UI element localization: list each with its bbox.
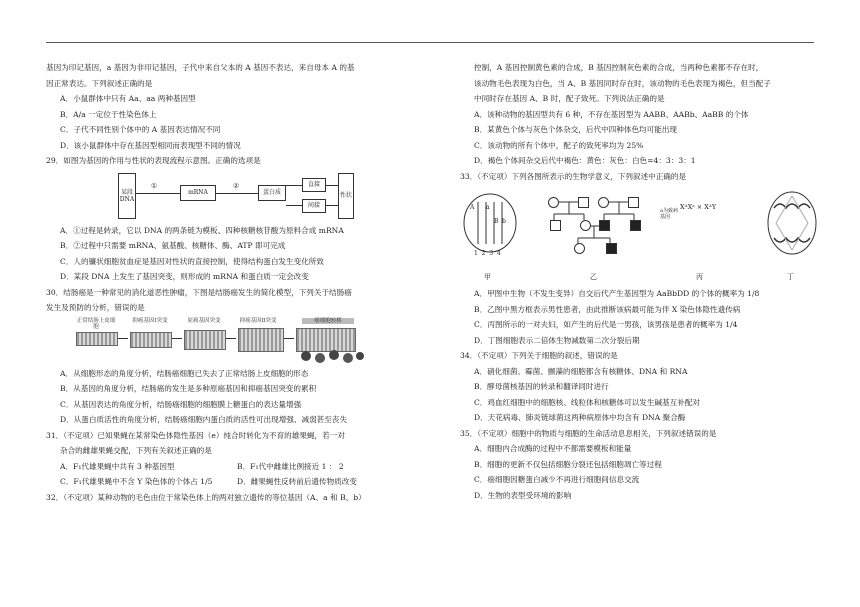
stage-metastasis: 癌细胞转移 (302, 318, 354, 324)
q31-stem-line-2: 杂合的雌雄果蝇交配，下列有关叙述正确的是 (60, 446, 212, 455)
q35-option-b: B．细胞的更新不仅包括细胞分裂还包括细胞凋亡等过程 (474, 459, 662, 469)
right-column (460, 60, 820, 503)
pedigree-female (598, 197, 609, 208)
q31-option-b: B．F₁代中雌雄比例接近 1 ： 2 (237, 461, 344, 471)
q29-option-a: A．①过程是转录，它以 DNA 的两条链为模板、四种核糖核苷酸为原料合成 mRNA (60, 225, 344, 235)
metastasis-cells-icon (296, 348, 366, 364)
q33-option-b: B．乙图中黑方框表示男性患者，由此推断该病最可能为伴 X 染色体隐性遗传病 (474, 304, 741, 314)
q28-stem-line-2: 因正常表达。下列叙述正确的是 (46, 78, 153, 88)
q30-cancer-model (46, 318, 414, 364)
q30-stem-line-2: 发生及预防的分析，错误的是 (46, 303, 145, 312)
mrna-box: mRNA (180, 185, 216, 201)
arrow-indirect (286, 205, 302, 206)
q28-option-b: B．A/a 一定位于性染色体上 (60, 109, 157, 119)
q30-option-b: B．从基因的角度分析，结肠癌的发生是多种原癌基因和抑癌基因突变的累积 (60, 384, 317, 393)
q28-stem-line-1: 基因为印记基因，a 基因为非印记基因，子代中来自父本的 A 基因不表达，来自母本 A 的基 (46, 63, 355, 72)
model-arrow-2 (172, 338, 182, 339)
q29-option-b: B．②过程中只需要 mRNA、氨基酸、核糖体、酶、ATP 即可完成 (60, 241, 286, 250)
cell-ding-icon (766, 190, 818, 256)
stage-normal: 正常结肠上皮细胞 (76, 317, 116, 330)
arrow-direct (286, 185, 302, 186)
pedigree-female (574, 243, 585, 254)
q33-option-c: C．丙图所示的一对夫妇，如产生的后代是一男孩，该男孩是患者的概率为 1/4 (474, 320, 738, 329)
q31-options-row-1 (46, 459, 414, 475)
model-arrow-3 (226, 338, 236, 339)
tissue-normal (76, 332, 118, 346)
q35-option-d: D．生物的表型受环境的影响 (474, 490, 572, 500)
q31-stem-line-1: 31．（不定项）已知果蝇在某常染色体隐性基因（e）纯合时转化为不育的雄果蝇，若一对 (46, 430, 345, 440)
q30-option-d: D．从蛋白质活性的角度分析，结肠癌细胞内蛋白质的活性可出现增强、减弱甚至丧失 (60, 415, 348, 424)
q31-options-row-2 (46, 474, 414, 490)
bing-cross: XᴬXᵃ × XᴬY (680, 203, 717, 211)
step-2-label: ② (232, 181, 240, 190)
q34-stem: 34．（不定项）下列关于细胞的叙述，错误的是 (460, 351, 618, 360)
model-arrow-4 (284, 338, 294, 339)
q32-option-d: D．褐色个体间杂交后代中褐色：黄色：灰色：白色=4：3：3：1 (474, 156, 696, 165)
q31-option-c: C．F₁代雄果蝇中不含 Y 染色体的个体占 1/5 (60, 477, 213, 486)
label-jia: 甲 (484, 273, 491, 281)
cell-letter-a-upper: A (470, 204, 475, 211)
q28-option-a: A．小鼠群体中只有 Aa、aa 两种基因型 (60, 94, 196, 103)
q30-option-a: A．从细胞形态的角度分析，结肠癌细胞已失去了正常结肠上皮细胞的形态 (60, 368, 309, 378)
q35-option-a: A．细胞内合成酶的过程中不都需要模板和能量 (474, 444, 632, 453)
tissue-stage-1 (130, 332, 172, 348)
pedigree-male (550, 220, 561, 231)
q32-option-b: B．某黄色个体与灰色个体杂交，后代中四种体色均可能出现 (474, 125, 678, 134)
q30-stem-line-1: 30．结肠癌是一种常见的消化道恶性肿瘤，下图是结肠癌发生的简化模型，下列关于结肠癌 (46, 287, 352, 297)
q28-option-c: C．子代不同性别个体中的 A 基因表达情况不同 (60, 125, 221, 134)
pedigree-female (548, 197, 559, 208)
protein-box: 蛋白质 (258, 185, 286, 201)
q29-option-c: C．人的镰状细胞贫血症是基因对性状的直接控制，使得结构蛋白发生变化所致 (60, 256, 324, 266)
q32-cont-line-2: 该动物毛色表现为白色，当 A、B 基因同时存在时，该动物的毛色表现为褐色，但当配子 (474, 78, 771, 88)
q31-option-d: D．雌果蝇性反转前后遗传物质改变 (237, 477, 357, 486)
q32-option-a: A．该种动物的基因型共有 6 种，不存在基因型为 AABB、AABb、AaBB 的个体 (474, 109, 749, 119)
indirect-box: 间接 (302, 199, 326, 213)
left-column (46, 60, 414, 505)
q34-option-c: C．鸡血红细胞中的细胞核、线粒体和核糖体可以发生碱基互补配对 (474, 397, 701, 407)
arrow-2 (216, 193, 258, 194)
pedigree-male (578, 197, 589, 208)
cell-letter-a-lower: a (486, 204, 490, 211)
bing-note: a为致病基因 (660, 208, 678, 220)
q33-figures (460, 186, 820, 284)
cell-letter-b-lower: b (502, 218, 506, 225)
label-bing: 丙 (696, 273, 703, 281)
q30-option-c: C．从基因表达的角度分析，结肠癌细胞的细胞膜上糖蛋白的表达量增强 (60, 399, 302, 409)
q34-option-a: A．硝化细菌、霉菌、颤藻的细胞都含有核糖体、DNA 和 RNA (474, 366, 688, 376)
q29-option-d: D．某段 DNA 上发生了基因突变，则形成的 mRNA 和蛋白质一定会改变 (60, 272, 309, 281)
model-arrow-1 (118, 338, 128, 339)
pedigree-affected-male (599, 220, 610, 231)
pedigree-male (628, 197, 639, 208)
step-1-label: ① (150, 181, 158, 190)
pedigree-affected-male (630, 220, 641, 231)
label-yi: 乙 (590, 273, 597, 281)
pedigree-female (580, 220, 591, 231)
q33-option-a: A．甲图中生物（不发生变异）自交后代产生基因型为 AaBbDD 的个体的概率为 1/8 (474, 289, 760, 298)
arrow-to-trait-1 (326, 185, 338, 186)
q34-option-b: B．酵母菌核基因的转录和翻译同时进行 (474, 382, 609, 391)
q29-stem: 29．如图为基因的作用与性状的表现流程示意图。正确的选项是 (46, 156, 261, 165)
stage-suppressor-2: 抑癌基因Ⅱ突变 (239, 317, 277, 324)
stage-oncogene: 原癌基因突变 (187, 317, 221, 324)
q32-cont-line-1: 控制，A 基因控制黄色素的合成，B 基因控制灰色素的合成，当两种色素都不存在时， (474, 63, 764, 72)
q31-option-a: A．F₁代雄果蝇中共有 3 种基因型 (60, 461, 175, 471)
header-rule (46, 42, 814, 43)
tissue-stage-2 (184, 330, 226, 350)
arrow-1 (136, 193, 180, 194)
stage-suppressor-1: 抑癌基因Ⅰ突变 (132, 317, 168, 324)
cell-letter-b-upper: B (494, 218, 499, 225)
q35-stem: 35．（不定项）细胞中的物质与细胞的生命活动息息相关，下列叙述错误的是 (460, 428, 717, 438)
q35-option-c: C．癌细胞因糖蛋白减少不再进行细胞间信息交流 (474, 475, 640, 484)
q29-flow-diagram (46, 171, 414, 221)
arrow-to-trait-2 (326, 205, 338, 206)
q34-option-d: D．天花病毒、肺炎链球菌这两种病原体中均含有 DNA 聚合酶 (474, 413, 686, 422)
q33-option-d: D．丁图细胞表示二倍体生物减数第二次分裂后期 (474, 335, 640, 345)
trait-box: 性状 (338, 173, 354, 219)
q28-option-d: D．该小鼠群体中存在基因型相同而表现型不同的情况 (60, 140, 241, 150)
direct-box: 直接 (302, 178, 326, 192)
q33-stem: 33．（不定项）下列各图所表示的生物学意义，下列叙述中正确的是 (460, 171, 687, 181)
q32-option-c: C．该动物的所有个体中，配子的致死率均为 25% (474, 140, 644, 150)
tissue-stage-3 (238, 328, 284, 352)
q32-stem: 32．（不定项）某种动物的毛色由位于常染色体上的两对独立遗传的等位基因（A、a 和 B、b） (46, 492, 366, 502)
cell-numbers: 1 2 3 4 (474, 250, 501, 257)
pedigree-affected-male (606, 243, 617, 254)
label-ding: 丁 (787, 273, 794, 281)
q32-cont-line-3: 中同时存在基因 A、B 时，配子致死。下列说法正确的是 (474, 94, 665, 103)
dna-box: 某段DNA (118, 173, 136, 219)
